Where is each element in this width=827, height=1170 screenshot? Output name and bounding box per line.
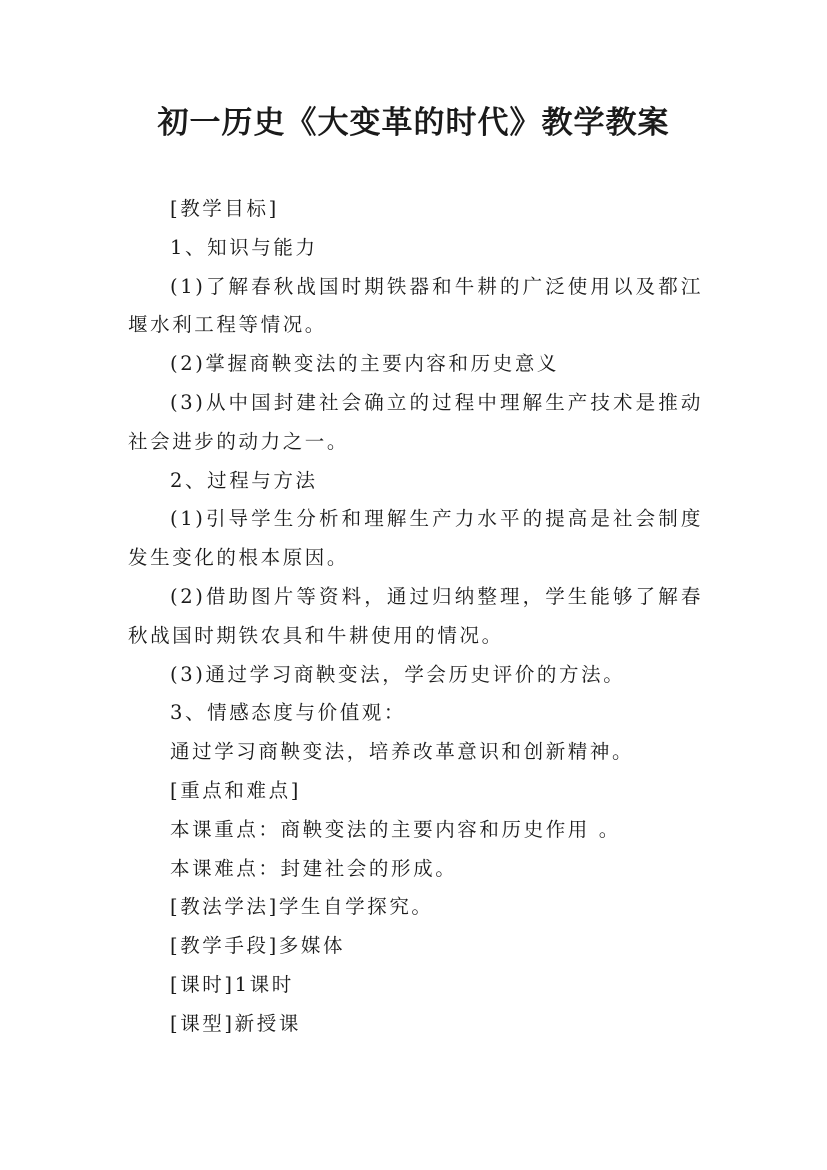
paragraph-difficult-point: 本课难点：封建社会的形成。 <box>170 856 458 880</box>
paragraph-class-hours: [课时]1课时 <box>170 972 294 996</box>
paragraph-key-point: 本课重点：商鞅变法的主要内容和历史作用 。 <box>170 817 621 841</box>
paragraph: 通过学习商鞅变法，培养改革意识和创新精神。 <box>170 740 635 764</box>
paragraph: (3)通过学习商鞅变法，学会历史评价的方法。 <box>170 662 626 686</box>
paragraph: (2)借助图片等资料，通过归纳整理，学生能够了解春秋战国时期铁农具和牛耕使用的情况。 <box>128 584 703 647</box>
document-title: 初一历史《大变革的时代》教学教案 <box>157 105 670 141</box>
subheading-attitude-values: 3、情感态度与价值观： <box>170 701 407 725</box>
paragraph: (3)从中国封建社会确立的过程中理解生产技术是推动社会进步的动力之一。 <box>128 390 703 453</box>
section-heading-teaching-goals: [教学目标] <box>170 197 279 220</box>
subheading-process-method: 2、过程与方法 <box>170 468 318 492</box>
paragraph: (1)引导学生分析和理解生产力水平的提高是社会制度发生变化的根本原因。 <box>128 507 703 570</box>
paragraph-lesson-type: [课型]新授课 <box>170 1011 301 1035</box>
paragraph-teaching-method: [教法学法]学生自学探究。 <box>170 895 434 919</box>
paragraph-teaching-means: [教学手段]多媒体 <box>170 934 346 958</box>
section-heading-key-points: [重点和难点] <box>170 778 301 802</box>
paragraph: (1)了解春秋战国时期铁器和牛耕的广泛使用以及都江堰水利工程等情况。 <box>128 274 703 337</box>
subheading-knowledge-ability: 1、知识与能力 <box>170 235 318 259</box>
document-body <box>128 190 703 1044</box>
paragraph: (2)掌握商鞅变法的主要内容和历史意义 <box>170 352 560 376</box>
